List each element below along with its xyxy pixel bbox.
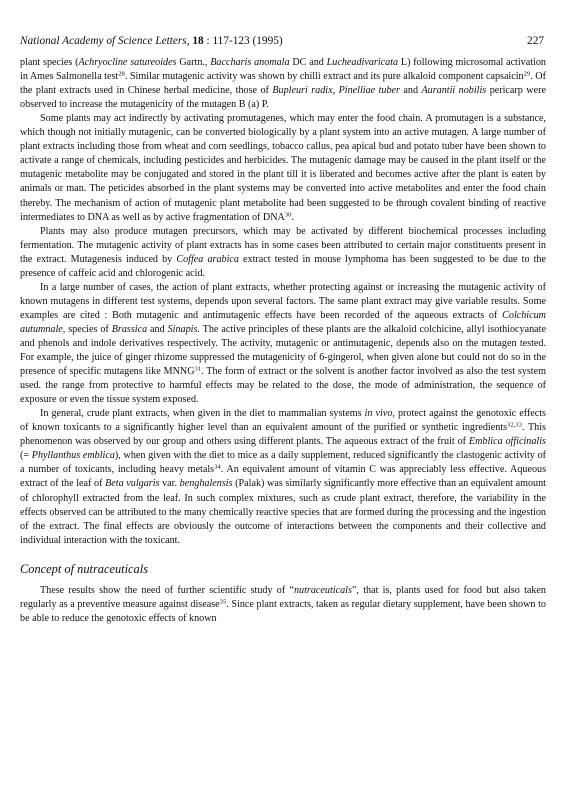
paragraph — [20, 112, 546, 224]
text-run: (= — [20, 450, 32, 462]
italic-text: Aurantii nobilis — [421, 85, 487, 97]
journal-pages: : 117-123 (1995) — [206, 35, 283, 47]
italic-text: nutraceuticals — [293, 584, 352, 596]
paragraph — [20, 281, 546, 407]
text-run: and — [147, 323, 168, 335]
text-run: . An equivalent amount of vitamin C was appreciably less effective. Aqueous extract of the leaf of — [20, 464, 547, 490]
text-run: . This phenomenon was observed by our group and others using different plants. The aqueous extract of the fruit of — [20, 422, 546, 448]
citation-ref: 28 — [118, 70, 125, 78]
text-run: . Similar mutagenic activity was shown by chilli extract and its pure alkaloid component capsaicin — [124, 71, 524, 83]
section-text — [20, 584, 546, 626]
text-run: ), when given with the diet to mice as a daily supplement, reduced significantly the clastogenic activity of a number of toxicants, including heavy metals — [20, 450, 547, 476]
text-run: In general, crude plant extracts, when given in the diet to mammalian systems — [40, 408, 365, 420]
citation-ref: 34 — [214, 463, 221, 471]
italic-text: Bupleuri radix, Pinelliae tuber — [272, 85, 400, 97]
text-run: . Since plant extracts, taken as regular dietary supplement, have been shown to be able to reduce the genotoxic effects of known — [20, 598, 546, 624]
text-run: (Palak) was similarly significantly more effective than an equivalent amount of chlorophyll extracted from the leaf. In such complex mixtures, such as crude plant extract, therefore, the variability in the effects observed can be attributed to the many chemically reactive species that are formed during the processing and the ingestion of the extract. The final effects are obviously the outcome of interactions between the components and their collective and individual interaction with the toxicant. — [20, 478, 546, 546]
text-run: . — [291, 211, 294, 223]
page-number: 227 — [527, 35, 544, 47]
text-run: The active principles of these plants are the alkaloid colchicine, allyl isothiocyanate and phenols and indole derivatives respectively. The activity, mutagenic or antimutagenic, depends also on the mutagen tested. For example, the juice of ginger rhizome suppressed the mutagenicity of 6-gingerol, when given alone but could not do so in the presence of specific mutagens like MNNG — [20, 323, 546, 378]
text-run: Plants may also produce mutagen precursors, which may be activated by different biochemical processes including fermentation. The mutagenic activity of plant extracts has in some cases been attributed to certain major constituents present in the extract. Mutagenesis induced by — [20, 225, 546, 265]
text-run: Some plants may act indirectly by activating promutagenes, which may enter the food chain. A promutagen is a substance, which though not initially mutagenic, can be converted biologically by a plant system into an active mutagen. A large number of plant extracts including those from wheat and corn seedlings, tobacco callus, pea apical bud and potato tuber have been shown to activate a range of chemicals, including pesticides and herbicides. The mutagenic damage may be caused in the plant itself or the mutagenic metabolite may be conjugated and stored in the plant till it is liberated and becomes active after the plant is eaten by animals or man. The peticides absorbed in the plant systems may be converted into active metabolites and enter the food chain thereby. The mechanism of action of mutagenic plant metabolite had been suggested to be through covalent binding of reactive intermediates to DNA as well as by active fragmentation of DNA — [20, 113, 546, 223]
citation-ref: 30 — [284, 211, 292, 219]
running-header — [20, 34, 546, 48]
text-run: L) following microsomal activation in Ames Salmonella test — [20, 57, 546, 83]
text-run: DC and — [289, 57, 327, 69]
text-run: protect against the genotoxic effects of known toxicants to a significantly higher level than an equivalent amount of the purified or synthetic ingredients — [20, 408, 546, 434]
paragraph — [20, 584, 546, 626]
journal-volume: 18 — [192, 35, 204, 47]
paragraph — [20, 56, 546, 112]
italic-text: benghalensis — [179, 478, 233, 490]
text-run: . Of the plant extracts used in Chinese herbal medicine, those of — [20, 71, 546, 97]
text-run: species of — [65, 323, 112, 335]
journal-name: National Academy of Science Letters, — [20, 35, 190, 47]
citation-ref: 29 — [523, 70, 531, 78]
text-run: extract tested in mouse lymphoma has been suggested to be due to the presence of caffeic acid and chlorogenic acid. — [20, 253, 546, 279]
text-run: plant species ( — [20, 57, 79, 69]
text-run: var. — [159, 478, 180, 490]
text-run: . The form of extract or the solvent is another factor involved as also the test system used. the range from protective to harmful effects may be related to the dose, the mode of administration, the sequence of exposure or even the tissue system exposed. — [20, 366, 546, 406]
italic-text: Lucheadivaricata — [326, 57, 399, 69]
citation-ref: 32,33 — [507, 421, 522, 429]
italic-text: Baccharis anomala — [210, 57, 290, 69]
italic-text: Phyllanthus emblica — [31, 450, 115, 462]
text-run: and — [399, 85, 422, 97]
text-run: pericarp were observed to increase the mutagenicity of the mutagen B (a) P. — [20, 85, 546, 111]
italic-text: Sinapis. — [167, 323, 200, 335]
italic-text: Achryocline satureoides — [78, 57, 177, 69]
italic-text: Colchicum autumnale, — [20, 309, 546, 335]
citation-ref: 31 — [194, 365, 202, 373]
paragraph — [20, 225, 546, 281]
italic-text: Emblica officinalis — [468, 436, 546, 448]
italic-text: Coffea arabica — [176, 253, 239, 265]
journal-page — [20, 34, 546, 626]
italic-text: Brassica — [111, 323, 148, 335]
text-run: In a large number of cases, the action of plant extracts, whether protecting against or increasing the mutagenic activity of known mutagens in different test systems, depends upon several factors. The same plant extract may give variable results. Some examples are cited : Both mutagenic and antimutagenic effects have been recorded of the aqueous extracts of — [20, 281, 546, 321]
body-text — [20, 56, 546, 548]
text-run: Gartn., — [176, 57, 211, 69]
italic-text: in vivo, — [364, 408, 395, 420]
journal-citation — [20, 34, 283, 48]
italic-text: Beta vulgaris — [105, 478, 160, 490]
text-run: ”, that is, plants used for food but also taken regularly as a preventive measure against disease — [20, 584, 546, 610]
paragraph — [20, 407, 546, 547]
citation-ref: 35 — [219, 598, 227, 606]
text-run: These results show the need of further scientific study of “ — [40, 584, 294, 596]
section-heading: Concept of nutraceuticals — [20, 561, 149, 576]
